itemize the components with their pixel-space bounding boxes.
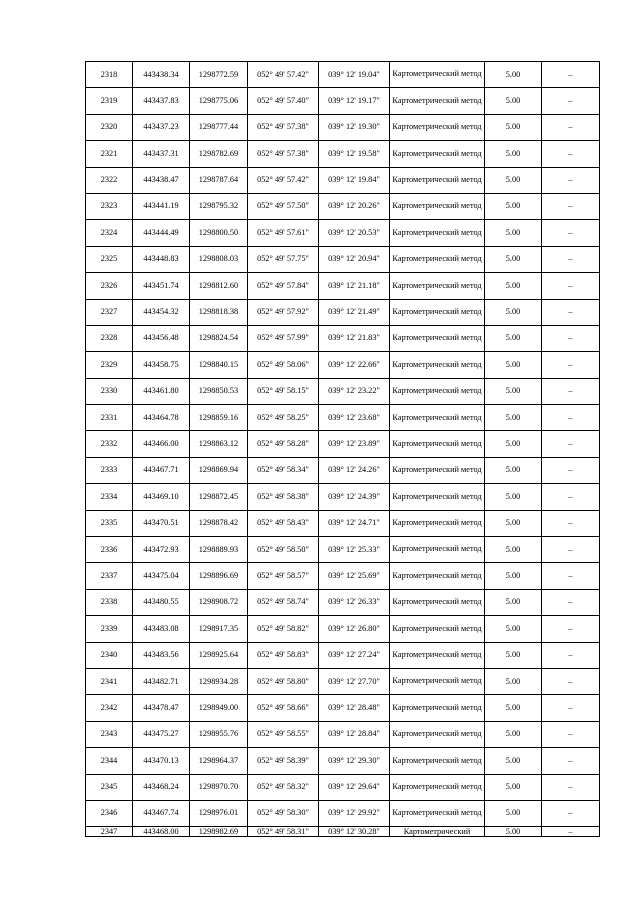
x-coordinate-cell: 443466.00 <box>133 431 190 457</box>
y-coordinate-cell: 1298889.93 <box>190 537 248 563</box>
x-coordinate-cell: 443437.23 <box>133 114 190 140</box>
latitude-cell: 052° 49' 58.15" <box>248 378 319 404</box>
longitude-cell: 039° 12' 19.30" <box>319 114 390 140</box>
description-cell: – <box>542 748 600 774</box>
longitude-cell: 039° 12' 23.89" <box>319 431 390 457</box>
accuracy-cell: 5.00 <box>485 748 542 774</box>
method-cell: Картометрический метод <box>390 273 485 299</box>
x-coordinate-cell: 443475.04 <box>133 563 190 589</box>
latitude-cell: 052° 49' 58.83" <box>248 642 319 668</box>
accuracy-cell: 5.00 <box>485 220 542 246</box>
description-cell: – <box>542 431 600 457</box>
x-coordinate-cell: 443480.55 <box>133 589 190 615</box>
description-cell: – <box>542 827 600 837</box>
accuracy-cell: 5.00 <box>485 589 542 615</box>
method-cell: Картометрический <box>390 827 485 837</box>
method-cell: Картометрический метод <box>390 405 485 431</box>
method-cell: Картометрический метод <box>390 616 485 642</box>
y-coordinate-cell: 1298812.60 <box>190 273 248 299</box>
x-coordinate-cell: 443475.27 <box>133 721 190 747</box>
y-coordinate-cell: 1298934.28 <box>190 668 248 694</box>
table-row <box>86 484 600 510</box>
latitude-cell: 052° 49' 58.66" <box>248 695 319 721</box>
longitude-cell: 039° 12' 24.39" <box>319 484 390 510</box>
longitude-cell: 039° 12' 21.18" <box>319 273 390 299</box>
latitude-cell: 052° 49' 57.50" <box>248 193 319 219</box>
accuracy-cell: 5.00 <box>485 114 542 140</box>
method-cell: Картометрический метод <box>390 352 485 378</box>
latitude-cell: 052° 49' 58.28" <box>248 431 319 457</box>
description-cell: – <box>542 220 600 246</box>
table-row <box>86 431 600 457</box>
description-cell: – <box>542 484 600 510</box>
latitude-cell: 052° 49' 57.75" <box>248 246 319 272</box>
y-coordinate-cell: 1298949.00 <box>190 695 248 721</box>
x-coordinate-cell: 443467.71 <box>133 457 190 483</box>
table-row <box>86 273 600 299</box>
longitude-cell: 039° 12' 22.66" <box>319 352 390 378</box>
longitude-cell: 039° 12' 24.71" <box>319 510 390 536</box>
method-cell: Картометрический метод <box>390 668 485 694</box>
description-cell: – <box>542 721 600 747</box>
accuracy-cell: 5.00 <box>485 193 542 219</box>
latitude-cell: 052° 49' 57.42" <box>248 62 319 88</box>
x-coordinate-cell: 443470.51 <box>133 510 190 536</box>
longitude-cell: 039° 12' 19.04" <box>319 62 390 88</box>
point-number-cell: 2324 <box>86 220 133 246</box>
method-cell: Картометрический метод <box>390 748 485 774</box>
method-cell: Картометрический метод <box>390 800 485 826</box>
table-row <box>86 246 600 272</box>
accuracy-cell: 5.00 <box>485 88 542 114</box>
y-coordinate-cell: 1298917.35 <box>190 616 248 642</box>
accuracy-cell: 5.00 <box>485 299 542 325</box>
description-cell: – <box>542 378 600 404</box>
latitude-cell: 052° 49' 57.38" <box>248 114 319 140</box>
description-cell: – <box>542 774 600 800</box>
x-coordinate-cell: 443438.34 <box>133 62 190 88</box>
longitude-cell: 039° 12' 28.48" <box>319 695 390 721</box>
method-cell: Картометрический метод <box>390 167 485 193</box>
table-row <box>86 748 600 774</box>
longitude-cell: 039° 12' 29.30" <box>319 748 390 774</box>
method-cell: Картометрический метод <box>390 325 485 351</box>
y-coordinate-cell: 1298863.12 <box>190 431 248 457</box>
y-coordinate-cell: 1298955.76 <box>190 721 248 747</box>
x-coordinate-cell: 443437.83 <box>133 88 190 114</box>
method-cell: Картометрический метод <box>390 246 485 272</box>
longitude-cell: 039° 12' 19.84" <box>319 167 390 193</box>
point-number-cell: 2320 <box>86 114 133 140</box>
point-number-cell: 2342 <box>86 695 133 721</box>
point-number-cell: 2340 <box>86 642 133 668</box>
latitude-cell: 052° 49' 58.55" <box>248 721 319 747</box>
method-cell: Картометрический метод <box>390 484 485 510</box>
description-cell: – <box>542 616 600 642</box>
method-cell: Картометрический метод <box>390 220 485 246</box>
accuracy-cell: 5.00 <box>485 537 542 563</box>
point-number-cell: 2334 <box>86 484 133 510</box>
longitude-cell: 039° 12' 29.64" <box>319 774 390 800</box>
y-coordinate-cell: 1298775.06 <box>190 88 248 114</box>
point-number-cell: 2327 <box>86 299 133 325</box>
latitude-cell: 052° 49' 58.50" <box>248 537 319 563</box>
x-coordinate-cell: 443437.31 <box>133 141 190 167</box>
description-cell: – <box>542 457 600 483</box>
latitude-cell: 052° 49' 58.31" <box>248 827 319 837</box>
x-coordinate-cell: 443438.47 <box>133 167 190 193</box>
method-cell: Картометрический метод <box>390 141 485 167</box>
table-row <box>86 616 600 642</box>
latitude-cell: 052° 49' 57.38" <box>248 141 319 167</box>
y-coordinate-cell: 1298859.16 <box>190 405 248 431</box>
latitude-cell: 052° 49' 57.42" <box>248 167 319 193</box>
y-coordinate-cell: 1298925.64 <box>190 642 248 668</box>
latitude-cell: 052° 49' 57.40" <box>248 88 319 114</box>
method-cell: Картометрический метод <box>390 299 485 325</box>
point-number-cell: 2337 <box>86 563 133 589</box>
longitude-cell: 039° 12' 21.83" <box>319 325 390 351</box>
table-row <box>86 774 600 800</box>
longitude-cell: 039° 12' 25.33" <box>319 537 390 563</box>
method-cell: Картометрический метод <box>390 774 485 800</box>
y-coordinate-cell: 1298908.72 <box>190 589 248 615</box>
y-coordinate-cell: 1298970.70 <box>190 774 248 800</box>
point-number-cell: 2347 <box>86 827 133 837</box>
table-row <box>86 695 600 721</box>
y-coordinate-cell: 1298850.53 <box>190 378 248 404</box>
method-cell: Картометрический метод <box>390 695 485 721</box>
accuracy-cell: 5.00 <box>485 141 542 167</box>
table-row <box>86 352 600 378</box>
y-coordinate-cell: 1298795.32 <box>190 193 248 219</box>
longitude-cell: 039° 12' 25.69" <box>319 563 390 589</box>
point-number-cell: 2318 <box>86 62 133 88</box>
table-row <box>86 141 600 167</box>
y-coordinate-cell: 1298787.64 <box>190 167 248 193</box>
description-cell: – <box>542 642 600 668</box>
table-row <box>86 457 600 483</box>
x-coordinate-cell: 443467.74 <box>133 800 190 826</box>
point-number-cell: 2333 <box>86 457 133 483</box>
y-coordinate-cell: 1298878.42 <box>190 510 248 536</box>
accuracy-cell: 5.00 <box>485 378 542 404</box>
table-row <box>86 721 600 747</box>
longitude-cell: 039° 12' 26.33" <box>319 589 390 615</box>
accuracy-cell: 5.00 <box>485 695 542 721</box>
point-number-cell: 2323 <box>86 193 133 219</box>
longitude-cell: 039° 12' 28.84" <box>319 721 390 747</box>
latitude-cell: 052° 49' 57.61" <box>248 220 319 246</box>
accuracy-cell: 5.00 <box>485 62 542 88</box>
accuracy-cell: 5.00 <box>485 457 542 483</box>
description-cell: – <box>542 167 600 193</box>
method-cell: Картометрический метод <box>390 537 485 563</box>
x-coordinate-cell: 443483.08 <box>133 616 190 642</box>
point-number-cell: 2335 <box>86 510 133 536</box>
latitude-cell: 052° 49' 58.38" <box>248 484 319 510</box>
x-coordinate-cell: 443454.32 <box>133 299 190 325</box>
x-coordinate-cell: 443469.10 <box>133 484 190 510</box>
accuracy-cell: 5.00 <box>485 800 542 826</box>
latitude-cell: 052° 49' 58.57" <box>248 563 319 589</box>
description-cell: – <box>542 352 600 378</box>
accuracy-cell: 5.00 <box>485 827 542 837</box>
y-coordinate-cell: 1298772.59 <box>190 62 248 88</box>
table-row <box>86 325 600 351</box>
longitude-cell: 039° 12' 21.49" <box>319 299 390 325</box>
latitude-cell: 052° 49' 58.82" <box>248 616 319 642</box>
description-cell: – <box>542 273 600 299</box>
point-number-cell: 2328 <box>86 325 133 351</box>
x-coordinate-cell: 443458.75 <box>133 352 190 378</box>
description-cell: – <box>542 141 600 167</box>
method-cell: Картометрический метод <box>390 457 485 483</box>
method-cell: Картометрический метод <box>390 563 485 589</box>
description-cell: – <box>542 405 600 431</box>
y-coordinate-cell: 1298782.69 <box>190 141 248 167</box>
y-coordinate-cell: 1298872.45 <box>190 484 248 510</box>
y-coordinate-cell: 1298808.03 <box>190 246 248 272</box>
y-coordinate-cell: 1298840.15 <box>190 352 248 378</box>
coordinates-table <box>85 61 600 837</box>
method-cell: Картометрический метод <box>390 193 485 219</box>
method-cell: Картометрический метод <box>390 721 485 747</box>
y-coordinate-cell: 1298818.38 <box>190 299 248 325</box>
y-coordinate-cell: 1298800.50 <box>190 220 248 246</box>
point-number-cell: 2339 <box>86 616 133 642</box>
table-row <box>86 589 600 615</box>
table-row <box>86 827 600 837</box>
latitude-cell: 052° 49' 58.43" <box>248 510 319 536</box>
point-number-cell: 2344 <box>86 748 133 774</box>
description-cell: – <box>542 668 600 694</box>
accuracy-cell: 5.00 <box>485 721 542 747</box>
longitude-cell: 039° 12' 27.70" <box>319 668 390 694</box>
x-coordinate-cell: 443478.47 <box>133 695 190 721</box>
latitude-cell: 052° 49' 58.39" <box>248 748 319 774</box>
x-coordinate-cell: 443468.24 <box>133 774 190 800</box>
longitude-cell: 039° 12' 29.92" <box>319 800 390 826</box>
table-row <box>86 537 600 563</box>
method-cell: Картометрический метод <box>390 589 485 615</box>
description-cell: – <box>542 537 600 563</box>
table-row <box>86 299 600 325</box>
description-cell: – <box>542 563 600 589</box>
description-cell: – <box>542 246 600 272</box>
longitude-cell: 039° 12' 27.24" <box>319 642 390 668</box>
longitude-cell: 039° 12' 20.94" <box>319 246 390 272</box>
accuracy-cell: 5.00 <box>485 325 542 351</box>
point-number-cell: 2345 <box>86 774 133 800</box>
point-number-cell: 2343 <box>86 721 133 747</box>
longitude-cell: 039° 12' 23.22" <box>319 378 390 404</box>
x-coordinate-cell: 443456.48 <box>133 325 190 351</box>
x-coordinate-cell: 443461.80 <box>133 378 190 404</box>
method-cell: Картометрический метод <box>390 510 485 536</box>
point-number-cell: 2331 <box>86 405 133 431</box>
longitude-cell: 039° 12' 26.80" <box>319 616 390 642</box>
point-number-cell: 2322 <box>86 167 133 193</box>
x-coordinate-cell: 443464.78 <box>133 405 190 431</box>
x-coordinate-cell: 443483.56 <box>133 642 190 668</box>
description-cell: – <box>542 88 600 114</box>
description-cell: – <box>542 62 600 88</box>
accuracy-cell: 5.00 <box>485 616 542 642</box>
x-coordinate-cell: 443472.93 <box>133 537 190 563</box>
description-cell: – <box>542 114 600 140</box>
accuracy-cell: 5.00 <box>485 563 542 589</box>
point-number-cell: 2341 <box>86 668 133 694</box>
point-number-cell: 2330 <box>86 378 133 404</box>
method-cell: Картометрический метод <box>390 114 485 140</box>
description-cell: – <box>542 510 600 536</box>
accuracy-cell: 5.00 <box>485 431 542 457</box>
latitude-cell: 052° 49' 58.25" <box>248 405 319 431</box>
y-coordinate-cell: 1298982.69 <box>190 827 248 837</box>
table-row <box>86 88 600 114</box>
method-cell: Картометрический метод <box>390 62 485 88</box>
method-cell: Картометрический метод <box>390 88 485 114</box>
point-number-cell: 2346 <box>86 800 133 826</box>
accuracy-cell: 5.00 <box>485 405 542 431</box>
accuracy-cell: 5.00 <box>485 273 542 299</box>
latitude-cell: 052° 49' 58.06" <box>248 352 319 378</box>
point-number-cell: 2338 <box>86 589 133 615</box>
table-row <box>86 62 600 88</box>
point-number-cell: 2326 <box>86 273 133 299</box>
longitude-cell: 039° 12' 23.68" <box>319 405 390 431</box>
accuracy-cell: 5.00 <box>485 352 542 378</box>
table-row <box>86 193 600 219</box>
description-cell: – <box>542 193 600 219</box>
accuracy-cell: 5.00 <box>485 484 542 510</box>
description-cell: – <box>542 695 600 721</box>
y-coordinate-cell: 1298869.94 <box>190 457 248 483</box>
latitude-cell: 052° 49' 58.32" <box>248 774 319 800</box>
method-cell: Картометрический метод <box>390 642 485 668</box>
x-coordinate-cell: 443482.71 <box>133 668 190 694</box>
longitude-cell: 039° 12' 20.26" <box>319 193 390 219</box>
method-cell: Картометрический метод <box>390 378 485 404</box>
latitude-cell: 052° 49' 58.30" <box>248 800 319 826</box>
table-row <box>86 220 600 246</box>
y-coordinate-cell: 1298896.69 <box>190 563 248 589</box>
description-cell: – <box>542 325 600 351</box>
y-coordinate-cell: 1298824.54 <box>190 325 248 351</box>
longitude-cell: 039° 12' 19.58" <box>319 141 390 167</box>
longitude-cell: 039° 12' 19.17" <box>319 88 390 114</box>
point-number-cell: 2329 <box>86 352 133 378</box>
table-row <box>86 563 600 589</box>
y-coordinate-cell: 1298964.37 <box>190 748 248 774</box>
longitude-cell: 039° 12' 20.53" <box>319 220 390 246</box>
x-coordinate-cell: 443468.00 <box>133 827 190 837</box>
y-coordinate-cell: 1298777.44 <box>190 114 248 140</box>
description-cell: – <box>542 800 600 826</box>
accuracy-cell: 5.00 <box>485 774 542 800</box>
point-number-cell: 2321 <box>86 141 133 167</box>
x-coordinate-cell: 443444.49 <box>133 220 190 246</box>
point-number-cell: 2319 <box>86 88 133 114</box>
latitude-cell: 052° 49' 57.92" <box>248 299 319 325</box>
description-cell: – <box>542 299 600 325</box>
accuracy-cell: 5.00 <box>485 642 542 668</box>
latitude-cell: 052° 49' 57.84" <box>248 273 319 299</box>
table-row <box>86 378 600 404</box>
x-coordinate-cell: 443451.74 <box>133 273 190 299</box>
latitude-cell: 052° 49' 58.34" <box>248 457 319 483</box>
table-row <box>86 642 600 668</box>
y-coordinate-cell: 1298976.01 <box>190 800 248 826</box>
table-row <box>86 114 600 140</box>
x-coordinate-cell: 443470.13 <box>133 748 190 774</box>
longitude-cell: 039° 12' 24.26" <box>319 457 390 483</box>
x-coordinate-cell: 443448.83 <box>133 246 190 272</box>
table-body <box>86 62 600 837</box>
accuracy-cell: 5.00 <box>485 167 542 193</box>
description-cell: – <box>542 589 600 615</box>
point-number-cell: 2336 <box>86 537 133 563</box>
accuracy-cell: 5.00 <box>485 668 542 694</box>
accuracy-cell: 5.00 <box>485 246 542 272</box>
method-cell: Картометрический метод <box>390 431 485 457</box>
point-number-cell: 2332 <box>86 431 133 457</box>
latitude-cell: 052° 49' 58.74" <box>248 589 319 615</box>
latitude-cell: 052° 49' 57.99" <box>248 325 319 351</box>
table-row <box>86 167 600 193</box>
accuracy-cell: 5.00 <box>485 510 542 536</box>
latitude-cell: 052° 49' 58.80" <box>248 668 319 694</box>
longitude-cell: 039° 12' 30.28" <box>319 827 390 837</box>
table-row <box>86 800 600 826</box>
x-coordinate-cell: 443441.19 <box>133 193 190 219</box>
table-row <box>86 668 600 694</box>
table-row <box>86 405 600 431</box>
point-number-cell: 2325 <box>86 246 133 272</box>
table-row <box>86 510 600 536</box>
